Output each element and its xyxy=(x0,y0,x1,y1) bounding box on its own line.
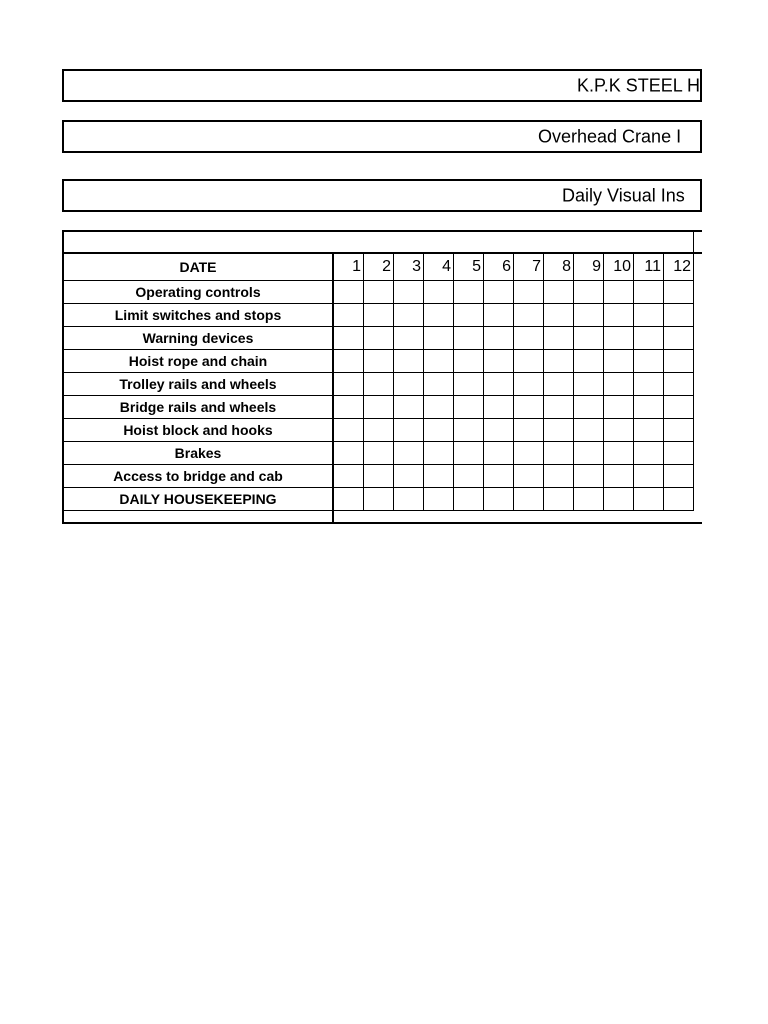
day-number: 6 xyxy=(484,253,514,281)
check-cell[interactable] xyxy=(424,327,454,350)
check-cell[interactable] xyxy=(334,465,364,488)
check-cell[interactable] xyxy=(634,350,664,373)
check-cell[interactable] xyxy=(394,419,424,442)
check-cell[interactable] xyxy=(424,373,454,396)
check-cell[interactable] xyxy=(364,488,394,511)
checklist-item-label: Warning devices xyxy=(63,327,334,350)
check-cell[interactable] xyxy=(634,488,664,511)
check-cell[interactable] xyxy=(514,350,544,373)
check-cell[interactable] xyxy=(604,396,634,419)
check-cell[interactable] xyxy=(364,304,394,327)
checklist-row xyxy=(63,327,694,350)
check-cell[interactable] xyxy=(664,327,694,350)
check-cell[interactable] xyxy=(544,281,574,304)
checklist-item-label: Brakes xyxy=(63,442,334,465)
checklist-item-label: Bridge rails and wheels xyxy=(63,396,334,419)
check-cell[interactable] xyxy=(634,419,664,442)
check-cell[interactable] xyxy=(364,396,394,419)
checklist-row xyxy=(63,419,694,442)
check-cell[interactable] xyxy=(604,304,634,327)
check-cell[interactable] xyxy=(484,396,514,419)
check-cell[interactable] xyxy=(454,396,484,419)
inspection-title: Daily Visual Ins xyxy=(562,185,685,205)
checklist-item-label: DAILY HOUSEKEEPING xyxy=(63,488,334,511)
check-cell[interactable] xyxy=(604,465,634,488)
check-cell[interactable] xyxy=(514,419,544,442)
check-cell[interactable] xyxy=(334,442,364,465)
checklist-row xyxy=(63,304,694,327)
check-cell[interactable] xyxy=(364,465,394,488)
check-cell[interactable] xyxy=(574,396,604,419)
check-cell[interactable] xyxy=(484,419,514,442)
check-cell[interactable] xyxy=(514,304,544,327)
check-cell[interactable] xyxy=(634,304,664,327)
check-cell[interactable] xyxy=(664,442,694,465)
check-cell[interactable] xyxy=(454,281,484,304)
date-label: DATE xyxy=(63,253,334,281)
inspection-table xyxy=(62,230,694,511)
day-number: 10 xyxy=(604,253,634,281)
grid-header-row xyxy=(63,231,694,253)
check-cell[interactable] xyxy=(424,304,454,327)
check-cell[interactable] xyxy=(544,327,574,350)
form-title-box xyxy=(62,120,702,153)
check-cell[interactable] xyxy=(634,373,664,396)
check-cell[interactable] xyxy=(604,419,634,442)
check-cell[interactable] xyxy=(484,281,514,304)
check-cell[interactable] xyxy=(664,396,694,419)
check-cell[interactable] xyxy=(454,327,484,350)
check-cell[interactable] xyxy=(394,350,424,373)
day-number: 7 xyxy=(514,253,544,281)
check-cell[interactable] xyxy=(334,373,364,396)
checklist-item-label: Trolley rails and wheels xyxy=(63,373,334,396)
check-cell[interactable] xyxy=(574,465,604,488)
checklist-row xyxy=(63,465,694,488)
check-cell[interactable] xyxy=(454,350,484,373)
check-cell[interactable] xyxy=(364,281,394,304)
day-number: 3 xyxy=(394,253,424,281)
check-cell[interactable] xyxy=(394,281,424,304)
check-cell[interactable] xyxy=(364,442,394,465)
inspection-grid xyxy=(62,230,702,524)
check-cell[interactable] xyxy=(544,373,574,396)
check-cell[interactable] xyxy=(514,442,544,465)
check-cell[interactable] xyxy=(334,281,364,304)
check-cell[interactable] xyxy=(574,442,604,465)
day-number: 11 xyxy=(634,253,664,281)
check-cell[interactable] xyxy=(634,465,664,488)
check-cell[interactable] xyxy=(664,419,694,442)
check-cell[interactable] xyxy=(574,419,604,442)
check-cell[interactable] xyxy=(424,350,454,373)
check-cell[interactable] xyxy=(454,465,484,488)
check-cell[interactable] xyxy=(514,465,544,488)
check-cell[interactable] xyxy=(334,350,364,373)
check-cell[interactable] xyxy=(334,419,364,442)
check-cell[interactable] xyxy=(514,373,544,396)
checklist-row xyxy=(63,350,694,373)
check-cell[interactable] xyxy=(484,373,514,396)
check-cell[interactable] xyxy=(424,488,454,511)
checklist-row xyxy=(63,488,694,511)
check-cell[interactable] xyxy=(544,304,574,327)
check-cell[interactable] xyxy=(604,327,634,350)
check-cell[interactable] xyxy=(544,396,574,419)
check-cell[interactable] xyxy=(574,327,604,350)
check-cell[interactable] xyxy=(634,442,664,465)
check-cell[interactable] xyxy=(334,396,364,419)
check-cell[interactable] xyxy=(484,442,514,465)
check-cell[interactable] xyxy=(394,465,424,488)
check-cell[interactable] xyxy=(544,419,574,442)
check-cell[interactable] xyxy=(664,304,694,327)
check-cell[interactable] xyxy=(484,465,514,488)
check-cell[interactable] xyxy=(424,396,454,419)
check-cell[interactable] xyxy=(634,281,664,304)
check-cell[interactable] xyxy=(664,373,694,396)
check-cell[interactable] xyxy=(424,419,454,442)
check-cell[interactable] xyxy=(544,350,574,373)
check-cell[interactable] xyxy=(604,442,634,465)
checklist-row xyxy=(63,442,694,465)
day-number: 1 xyxy=(334,253,364,281)
checklist-row xyxy=(63,373,694,396)
checklist-item-label: Limit switches and stops xyxy=(63,304,334,327)
check-cell[interactable] xyxy=(364,419,394,442)
check-cell[interactable] xyxy=(394,373,424,396)
company-title: K.P.K STEEL H xyxy=(577,75,701,95)
checklist-row xyxy=(63,281,694,304)
check-cell[interactable] xyxy=(634,396,664,419)
company-title-box xyxy=(62,69,702,102)
day-number: 9 xyxy=(574,253,604,281)
check-cell[interactable] xyxy=(394,304,424,327)
check-cell[interactable] xyxy=(454,304,484,327)
check-cell[interactable] xyxy=(574,350,604,373)
check-cell[interactable] xyxy=(544,442,574,465)
check-cell[interactable] xyxy=(454,488,484,511)
check-cell[interactable] xyxy=(394,396,424,419)
check-cell[interactable] xyxy=(454,442,484,465)
check-cell[interactable] xyxy=(514,281,544,304)
check-cell[interactable] xyxy=(574,281,604,304)
check-cell[interactable] xyxy=(664,350,694,373)
check-cell[interactable] xyxy=(514,327,544,350)
check-cell[interactable] xyxy=(394,488,424,511)
day-number: 4 xyxy=(424,253,454,281)
check-cell[interactable] xyxy=(604,488,634,511)
checklist-item-label: Hoist rope and chain xyxy=(63,350,334,373)
check-cell[interactable] xyxy=(664,465,694,488)
check-cell[interactable] xyxy=(604,350,634,373)
check-cell[interactable] xyxy=(364,350,394,373)
check-cell[interactable] xyxy=(634,327,664,350)
check-cell[interactable] xyxy=(394,327,424,350)
date-row xyxy=(63,253,694,281)
check-cell[interactable] xyxy=(334,304,364,327)
check-cell[interactable] xyxy=(604,373,634,396)
check-cell[interactable] xyxy=(544,465,574,488)
check-cell[interactable] xyxy=(544,488,574,511)
check-cell[interactable] xyxy=(454,419,484,442)
checklist-item-label: Operating controls xyxy=(63,281,334,304)
checklist-item-label: Hoist block and hooks xyxy=(63,419,334,442)
check-cell[interactable] xyxy=(604,281,634,304)
day-number: 2 xyxy=(364,253,394,281)
check-cell[interactable] xyxy=(484,488,514,511)
check-cell[interactable] xyxy=(514,488,544,511)
check-cell[interactable] xyxy=(664,488,694,511)
day-number: 5 xyxy=(454,253,484,281)
check-cell[interactable] xyxy=(454,373,484,396)
check-cell[interactable] xyxy=(664,281,694,304)
check-cell[interactable] xyxy=(334,327,364,350)
check-cell[interactable] xyxy=(424,442,454,465)
grid-header-cell xyxy=(63,231,694,253)
check-cell[interactable] xyxy=(364,373,394,396)
check-cell[interactable] xyxy=(514,396,544,419)
day-number: 12 xyxy=(664,253,694,281)
check-cell[interactable] xyxy=(364,327,394,350)
check-cell[interactable] xyxy=(484,350,514,373)
check-cell[interactable] xyxy=(574,373,604,396)
check-cell[interactable] xyxy=(484,327,514,350)
check-cell[interactable] xyxy=(484,304,514,327)
check-cell[interactable] xyxy=(424,281,454,304)
check-cell[interactable] xyxy=(574,304,604,327)
checklist-item-label: Access to bridge and cab xyxy=(63,465,334,488)
day-number: 8 xyxy=(544,253,574,281)
inspection-title-box xyxy=(62,179,702,212)
check-cell[interactable] xyxy=(334,488,364,511)
checklist-row xyxy=(63,396,694,419)
check-cell[interactable] xyxy=(394,442,424,465)
form-title: Overhead Crane I xyxy=(538,126,682,146)
check-cell[interactable] xyxy=(424,465,454,488)
check-cell[interactable] xyxy=(574,488,604,511)
